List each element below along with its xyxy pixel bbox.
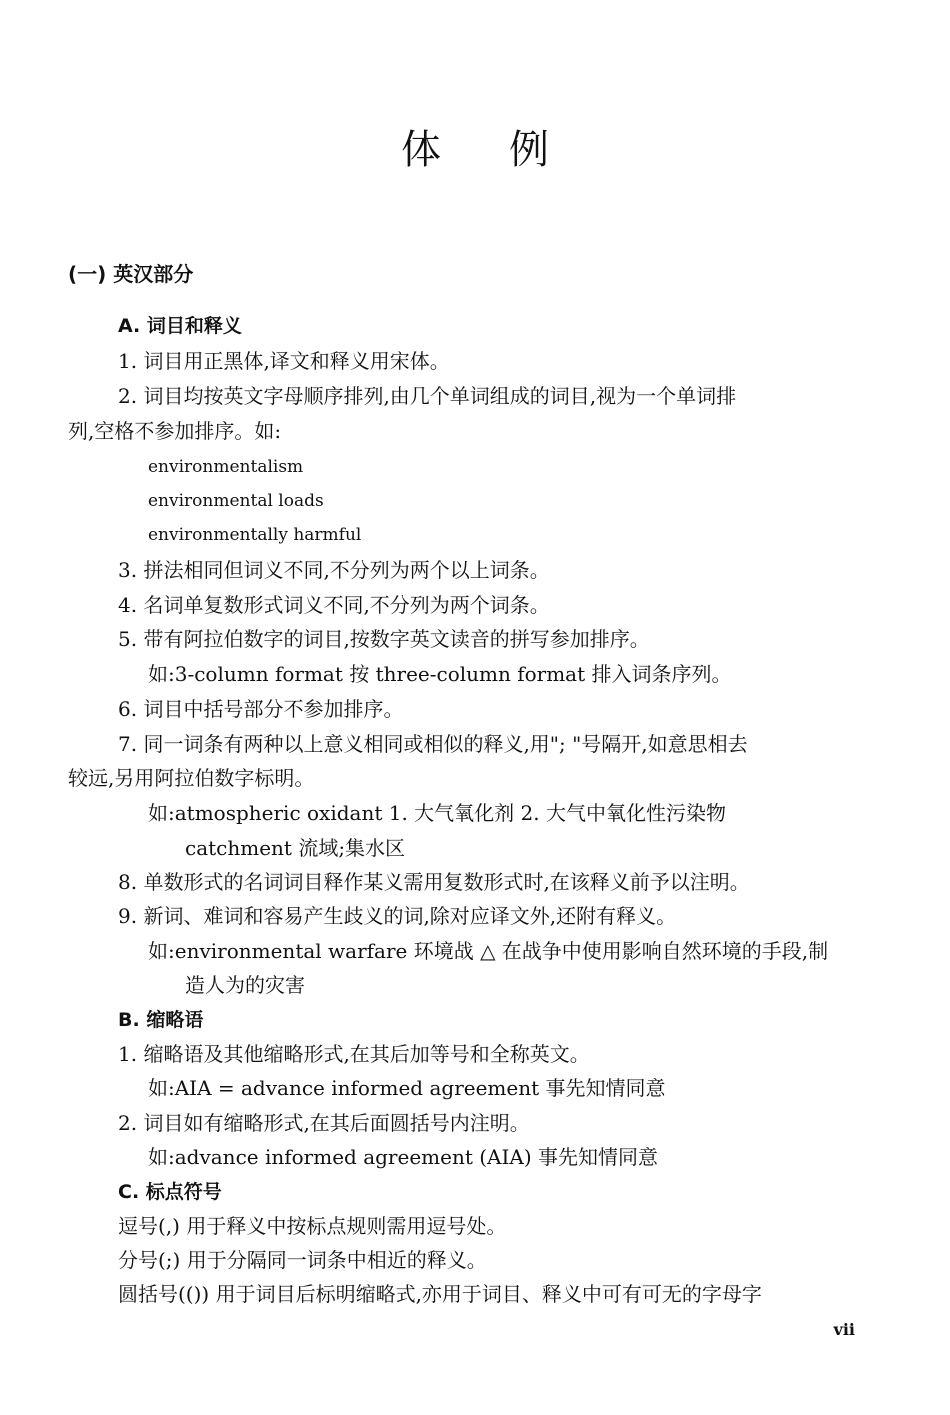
page-title-char-1: 体 [401, 127, 441, 173]
paragraph-line: 9. 新词、难词和容易产生歧义的词,除对应译文外,还附有释义。 [118, 904, 677, 928]
paragraph-line: 7. 同一词条有两种以上意义相同或相似的释义,用"; "号隔开,如意思相去 [118, 732, 748, 756]
example-line: 造人为的灾害 [185, 973, 305, 997]
paragraph-line: 6. 词目中括号部分不参加排序。 [118, 697, 404, 721]
page-title-char-2: 例 [509, 127, 549, 173]
paragraph-line: 4. 名词单复数形式词义不同,不分列为两个词条。 [118, 593, 550, 617]
paragraph-line: 分号(;) 用于分隔同一词条中相近的释义。 [118, 1248, 487, 1272]
example-term: environmentally harmful [148, 525, 362, 545]
example-line: 如:AIA = advance informed agreement 事先知情同意 [148, 1076, 666, 1100]
subsection-heading-c: C. 标点符号 [118, 1181, 222, 1203]
paragraph-line: 3. 拼法相同但词义不同,不分列为两个以上词条。 [118, 558, 550, 582]
paragraph-line: 5. 带有阿拉伯数字的词目,按数字英文读音的拼写参加排序。 [118, 627, 650, 651]
paragraph-line: 2. 词目均按英文字母顺序排列,由几个单词组成的词目,视为一个单词排 [118, 384, 737, 408]
paragraph-line: 8. 单数形式的名词词目释作某义需用复数形式时,在该释义前予以注明。 [118, 870, 750, 894]
paragraph-line: 较远,另用阿拉伯数字标明。 [68, 766, 315, 790]
example-line: 如:advance informed agreement (AIA) 事先知情同意 [148, 1145, 658, 1169]
paragraph-line: 圆括号(()) 用于词目后标明缩略式,亦用于词目、释义中可有可无的字母字 [118, 1282, 762, 1306]
example-term: environmental loads [148, 491, 324, 511]
example-line: catchment 流域;集水区 [185, 836, 406, 860]
paragraph-line: 逗号(,) 用于释义中按标点规则需用逗号处。 [118, 1214, 507, 1238]
subsection-heading-a: A. 词目和释义 [118, 315, 242, 337]
example-line: 如:atmospheric oxidant 1. 大气氧化剂 2. 大气中氧化性污染物 [148, 801, 726, 825]
section-heading: (一) 英汉部分 [68, 262, 194, 286]
page-number: vii [833, 1320, 855, 1339]
example-term: environmentalism [148, 457, 304, 477]
subsection-heading-b: B. 缩略语 [118, 1009, 204, 1031]
paragraph-line: 列,空格不参加排序。如: [68, 419, 282, 443]
example-line: 如:3-column format 按 three-column format 排入词条序列。 [148, 662, 732, 686]
paragraph-line: 2. 词目如有缩略形式,在其后面圆括号内注明。 [118, 1111, 530, 1135]
page-title [0, 118, 950, 175]
example-line: 如:environmental warfare 环境战 △ 在战争中使用影响自然环境的手段,制 [148, 939, 829, 963]
paragraph-line: 1. 缩略语及其他缩略形式,在其后加等号和全称英文。 [118, 1042, 590, 1066]
paragraph-line: 1. 词目用正黑体,译文和释义用宋体。 [118, 349, 450, 373]
